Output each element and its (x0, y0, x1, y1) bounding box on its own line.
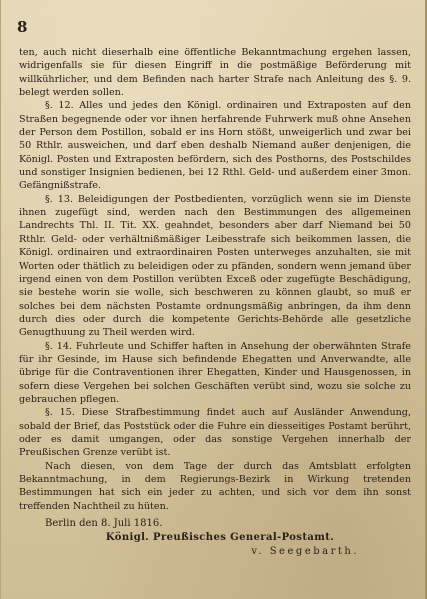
paragraph-closing: Nach diesen, von dem Tage der durch das Amtsblatt erfolgten Bekanntmachung, in dem Regierungs-Bezirk in Wirkung tretenden Bestimmungen hat sich ein jeder zu achten, und sich vor dem ihn sonst treffenden Nachtheil zu hüten. (19, 460, 411, 512)
paragraph-section-13: §. 13. Beleidigungen der Postbedienten, vorzüglich wenn sie im Dienste ihnen zugefügt sind, werden nach den Bestimmungen des allgemeinen Landrechts Thl. II. Tit. XX. geahndet, besonders aber darf Niemand bei 50 Rthlr. Geld- oder verhältnißmäßiger Leibesstrafe sich beikommen lassen, die Königl. ordinairen und extraordinairen Posten unterweges anzuhalten, sie mit Worten oder thätlich zu beleidigen oder zu pfänden, sondern wenn jemand über irgend einen von dem Postillon verübten Exceß oder zugefügte Beschädigung, sie bestehe worin sie wolle, sich beschweren zu können glaubt, so muß er solches bei dem nächsten Postamte ordnungsmäßig anbringen, da ihm denn durch dies oder durch die kompetente Gerichts-Behörde alle gesetzliche Genugthuung zu Theil werden wird. (19, 193, 411, 339)
date-line: Berlin den 8. Juli 1816. (45, 518, 163, 530)
paragraph-section-14: §. 14. Fuhrleute und Schiffer haften in Ansehung der oberwähnten Strafe für ihr Gesinde, im Hause sich befindende Ehegatten und Anverwandte, alle übrige für die Contraventionen ihrer Ehegatten, Kinder und Hausgenossen, in sofern diese Vergehen bei solchen Geschäften verübt sind, wozu sie solche zu gebrauchen pflegen. (19, 340, 411, 405)
ordinance-text (19, 46, 411, 513)
paragraph-section-12: §. 12. Alles und jedes den Königl. ordinairen und Extraposten auf den Straßen begegnende oder vor ihnen herfahrende Fuhrwerk muß ohne Ansehen der Person dem Postillon, sobald er ins Horn stößt, unweigerlich und zwar bei 50 Rthlr. ausweichen, und darf eben deshalb Niemand außer denjenigen, die Königl. Posten und Extraposten befördern, sich des Posthorns, des Postschildes und sonstiger Insignien bedienen, bei 12 Rthl. Geld- und außerdem einer 3mon. Gefängnißstrafe. (19, 100, 411, 192)
paragraph-section-15: §. 15. Diese Strafbestimmung findet auch auf Ausländer Anwendung, sobald der Brief, das Poststück oder die Fuhre ein diesseitiges Postamt berührt, oder es damit umgangen, oder das sonstige Vergehen innerhalb der Preußischen Grenze verübt ist. (19, 407, 411, 459)
paragraph-continuation: ten, auch nicht dieserhalb eine öffentliche Bekanntmachung ergehen lassen, widrigenfalls sie für diesen Eingriff in die postmäßige Beförderung mit willkührlicher, und dem Befinden nach harter Strafe nach Anleitung des §. 9. belegt werden sollen. (19, 47, 411, 99)
signature-block (19, 517, 411, 559)
page-number: 8 (17, 18, 28, 36)
issuing-authority: Königl. Preußisches General-Postamt. (105, 532, 335, 544)
signer-name: v. Seegebarth. (251, 546, 359, 558)
